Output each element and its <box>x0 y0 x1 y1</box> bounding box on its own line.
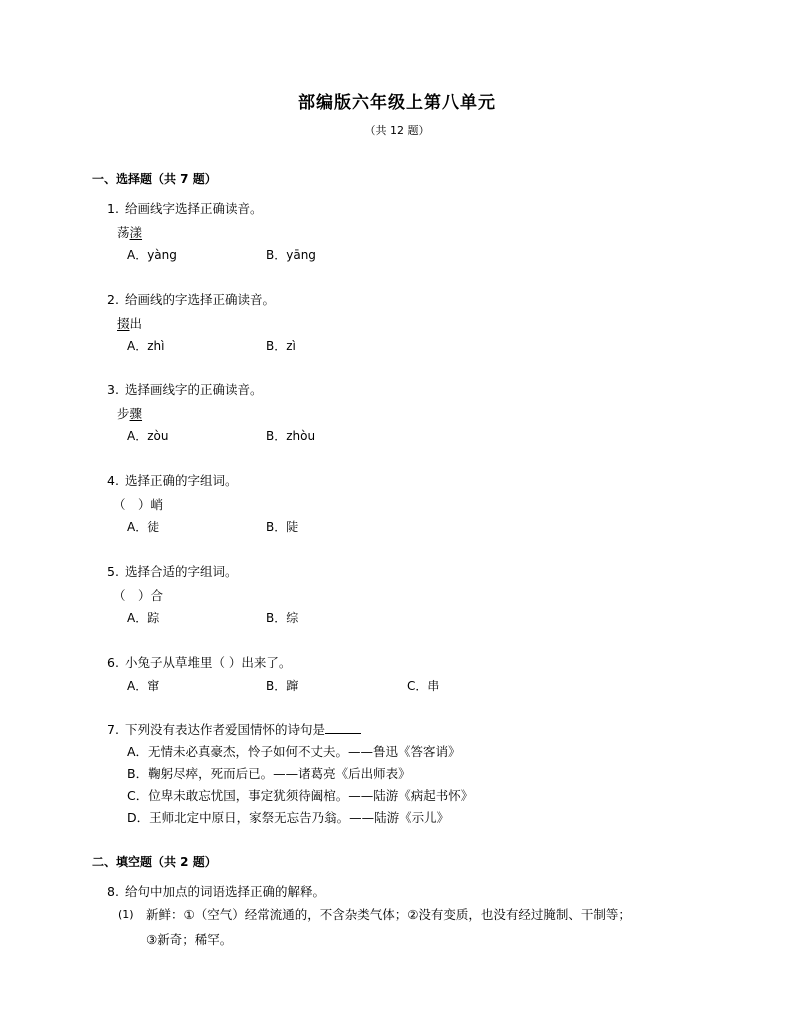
option-a[interactable]: A．无情未必真豪杰，怜子如何不丈夫。——鲁迅《答客诮》 <box>127 744 461 759</box>
answer-blank[interactable] <box>325 721 361 734</box>
question-1 <box>107 199 262 217</box>
question-text: 下列没有表达作者爱国情怀的诗句是 <box>124 722 325 737</box>
word-char: 荡 <box>117 225 130 240</box>
question-number: 5. <box>107 564 119 579</box>
option-b[interactable]: B．鞠躬尽瘁，死而后已。——诸葛亮《后出师表》 <box>127 766 411 781</box>
question-number: 4. <box>107 473 119 488</box>
option-b[interactable]: B．蹿 <box>266 679 299 693</box>
option-a[interactable]: A．yàng <box>127 248 177 262</box>
option-d[interactable]: D．王师北定中原日，家祭无忘告乃翁。——陆游《示儿》 <box>127 810 450 825</box>
question-number: 3. <box>107 382 119 397</box>
option-a[interactable]: A．zhì <box>127 339 165 353</box>
question-text: 给画线的字选择正确读音。 <box>124 292 275 307</box>
option-b[interactable]: B．陡 <box>266 520 299 534</box>
question-number: 6. <box>107 655 119 670</box>
question-6 <box>107 653 291 671</box>
document-subtitle: （共 12 题） <box>364 124 430 137</box>
question-text: 给画线字选择正确读音。 <box>124 201 263 216</box>
section-heading-fill: 二、填空题（共 2 题） <box>92 855 217 869</box>
option-c[interactable]: C．位卑未敢忘忧国，事定犹须待阖棺。——陆游《病起书怀》 <box>127 788 474 803</box>
question-2-word <box>117 314 142 332</box>
question-4 <box>107 471 237 489</box>
question-text: 选择合适的字组词。 <box>124 564 238 579</box>
option-a[interactable]: A．zòu <box>127 429 169 443</box>
question-text: 给句中加点的词语选择正确的解释。 <box>124 884 325 899</box>
subquestion-label: (1) <box>118 908 134 921</box>
option-b[interactable]: B．yāng <box>266 248 316 262</box>
underlined-char: 漾 <box>129 225 143 240</box>
option-a[interactable]: A．窜 <box>127 679 160 693</box>
option-b[interactable]: B．zì <box>266 339 296 353</box>
subquestion-1-line-1: 新鲜：①（空气）经常流通的，不含杂类气体；②没有变质，也没有经过腌制、干制等； <box>146 907 631 922</box>
question-2 <box>107 290 275 308</box>
document-title: 部编版六年级上第八单元 <box>298 93 496 113</box>
question-3 <box>107 380 262 398</box>
question-7 <box>107 720 361 738</box>
question-number: 7. <box>107 722 119 737</box>
question-8 <box>107 882 325 900</box>
option-b[interactable]: B．综 <box>266 611 299 625</box>
question-number: 1. <box>107 201 119 216</box>
underlined-char: 骤 <box>129 406 143 421</box>
question-3-word <box>117 404 142 422</box>
section-heading-choice: 一、选择题（共 7 题） <box>92 172 217 186</box>
question-text: 选择正确的字组词。 <box>124 473 238 488</box>
question-text: 选择画线字的正确读音。 <box>124 382 263 397</box>
option-a[interactable]: A．徒 <box>127 520 160 534</box>
word-char: 步 <box>117 406 130 421</box>
question-5 <box>107 562 237 580</box>
question-5-word: （ ）合 <box>113 588 164 603</box>
option-c[interactable]: C．串 <box>407 679 440 693</box>
subquestion-1-line-2: ③新奇；稀罕。 <box>146 932 233 947</box>
question-text: 小兔子从草堆里（ ）出来了。 <box>124 655 292 670</box>
question-4-word: （ ）峭 <box>113 497 164 512</box>
word-char: 出 <box>129 316 143 331</box>
underlined-char: 掇 <box>117 316 130 331</box>
option-a[interactable]: A．踪 <box>127 611 160 625</box>
option-b[interactable]: B．zhòu <box>266 429 316 443</box>
question-1-word <box>117 223 142 241</box>
question-number: 8. <box>107 884 119 899</box>
question-number: 2. <box>107 292 119 307</box>
